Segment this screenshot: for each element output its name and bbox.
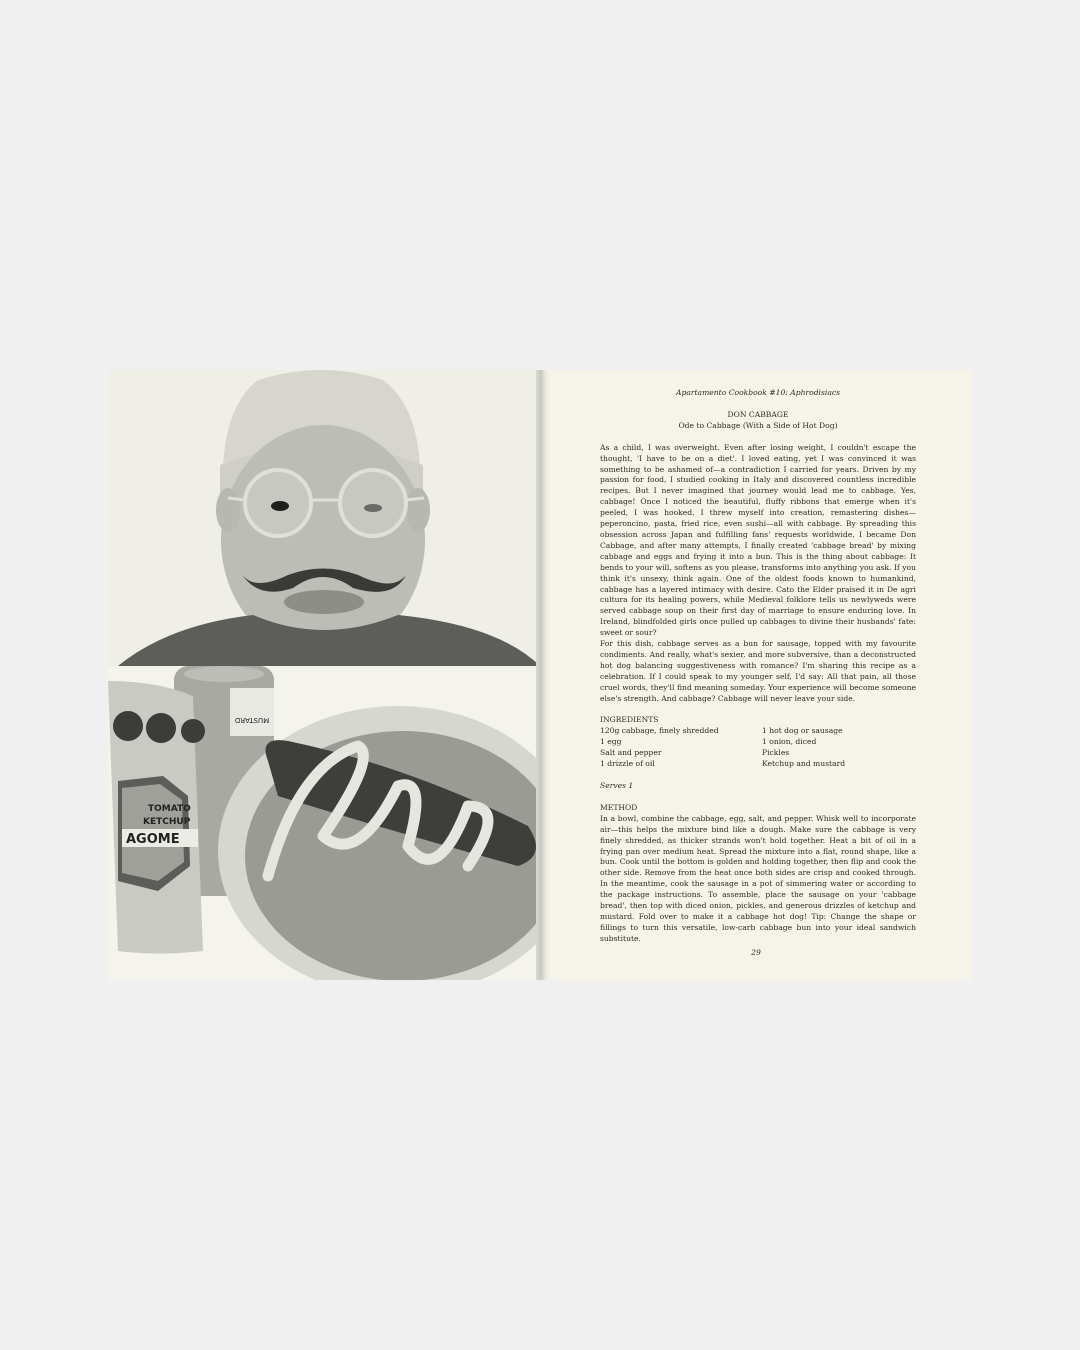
mustard-label: MUSTARD	[234, 716, 270, 724]
ingredient-item: 1 drizzle of oil	[600, 759, 655, 769]
ingredient-item: Ketchup and mustard	[762, 759, 846, 769]
hot-dog-illustration	[108, 666, 540, 980]
recipe-text-column	[600, 388, 916, 945]
method-paragraph: In a bowl, combine the cabbage, egg, salt, and pepper. Whisk well to incorporate air—this helps the mixture bind like a dough. Make sure the cabbage is very finely shredded, as thicker strands won't hold together. Heat a bit of oil in a frying pan over medium heat. Spread the mixture into a flat, round shape, like a bun. Cook until the bottom is golden and holding together, then flip and cook the other side. Remove from the heat once both sides are crisp and cooked through. In the meantime, cook the sausage in a pot of simmering water or according to the package instructions. To assemble, place the sausage on your 'cabbage bread', then top with diced onion, pickles, and generous drizzles of ketchup and mustard. Fold over to make it a cabbage hot dog! Tip: Change the shape or fillings to turn this versatile, low-carb cabbage bun into your ideal sandwich substitute.	[600, 813, 916, 943]
ketchup-label-line1: TOMATO	[148, 804, 191, 814]
book-gutter	[536, 370, 550, 980]
ingredient-item: 120g cabbage, finely shredded	[600, 726, 719, 736]
ketchup-label-line2: KETCHUP	[143, 817, 191, 827]
ingredient-item: Salt and pepper	[600, 748, 662, 758]
intro-paragraph-2: For this dish, cabbage serves as a bun for sausage, topped with my favourite condiments. And really, what's sexier, and more subversive, than a deconstructed hot dog balancing suggestiveness with romance? I'm sharing this recipe as a celebration. If I could speak to my younger self, I'd say: All that pain, all those cruel words, they'll find meaning someday. Your experience will become someone else's strength. And cabbage? Cabbage will never leave your side.	[600, 639, 916, 703]
intro-paragraph-1: As a child, I was overweight. Even after losing weight, I couldn't escape the thought, 'I have to be on a diet'. I loved eating, yet I was convinced it was something to be ashamed of—a contradiction I carried for years. Driven by my passion for food, I studied cooking in Italy and discovered countless incredible recipes. But I never imagined that journey would lead me to cabbage. Yes, cabbage! Once I noticed the beautiful, fluffy ribbons that emerge when it's peeled, I was hooked. I threw myself into creation, remastering dishes—peperoncino, pasta, fried rice, even sushi—all with cabbage. By spreading this obsession across Japan and fulfilling fans' requests worldwide, I became Don Cabbage, and after many attempts, I finally created 'cabbage bread' by mixing cabbage and eggs and frying it into a bun. This is the thing about cabbage: It bends to your will, softens as you please, transforms into anything you ask. If you think it's unsexy, think again. One of the oldest foods known to humankind, cabbage has a layered intimacy with desire. Cato the Elder praised it in De agri cultura for its healing powers, while Medieval folklore tells us newlyweds were served cabbage soup on their first day of marriage to ensure enduring love. In Ireland, blindfolded girls once pulled up cabbages to divine their husbands' fate: sweet or sour?	[600, 442, 916, 638]
recipe-subtitle: Ode to Cabbage (With a Side of Hot Dog)	[678, 420, 838, 430]
serves-note: Serves 1	[600, 781, 634, 790]
portrait-drawing	[108, 370, 540, 666]
condiments-and-plate-drawing	[108, 666, 540, 980]
ingredient-item: 1 onion, diced	[762, 737, 817, 747]
running-head: Apartamento Cookbook #10: Aphrodisiacs	[675, 388, 840, 397]
recipe-title: DON CABBAGE	[727, 409, 789, 419]
ketchup-label-brand: AGOME	[126, 832, 180, 847]
ingredient-item: Pickles	[762, 748, 790, 758]
page-number: 29	[751, 948, 761, 957]
portrait-illustration	[108, 370, 540, 666]
ingredient-item: 1 egg	[600, 737, 622, 747]
book-spread	[108, 370, 972, 980]
method-heading: METHOD	[600, 802, 638, 812]
ingredient-item: 1 hot dog or sausage	[762, 726, 843, 736]
ingredients-heading: INGREDIENTS	[600, 715, 659, 725]
left-page	[108, 370, 540, 980]
ingredients-list	[600, 726, 916, 770]
